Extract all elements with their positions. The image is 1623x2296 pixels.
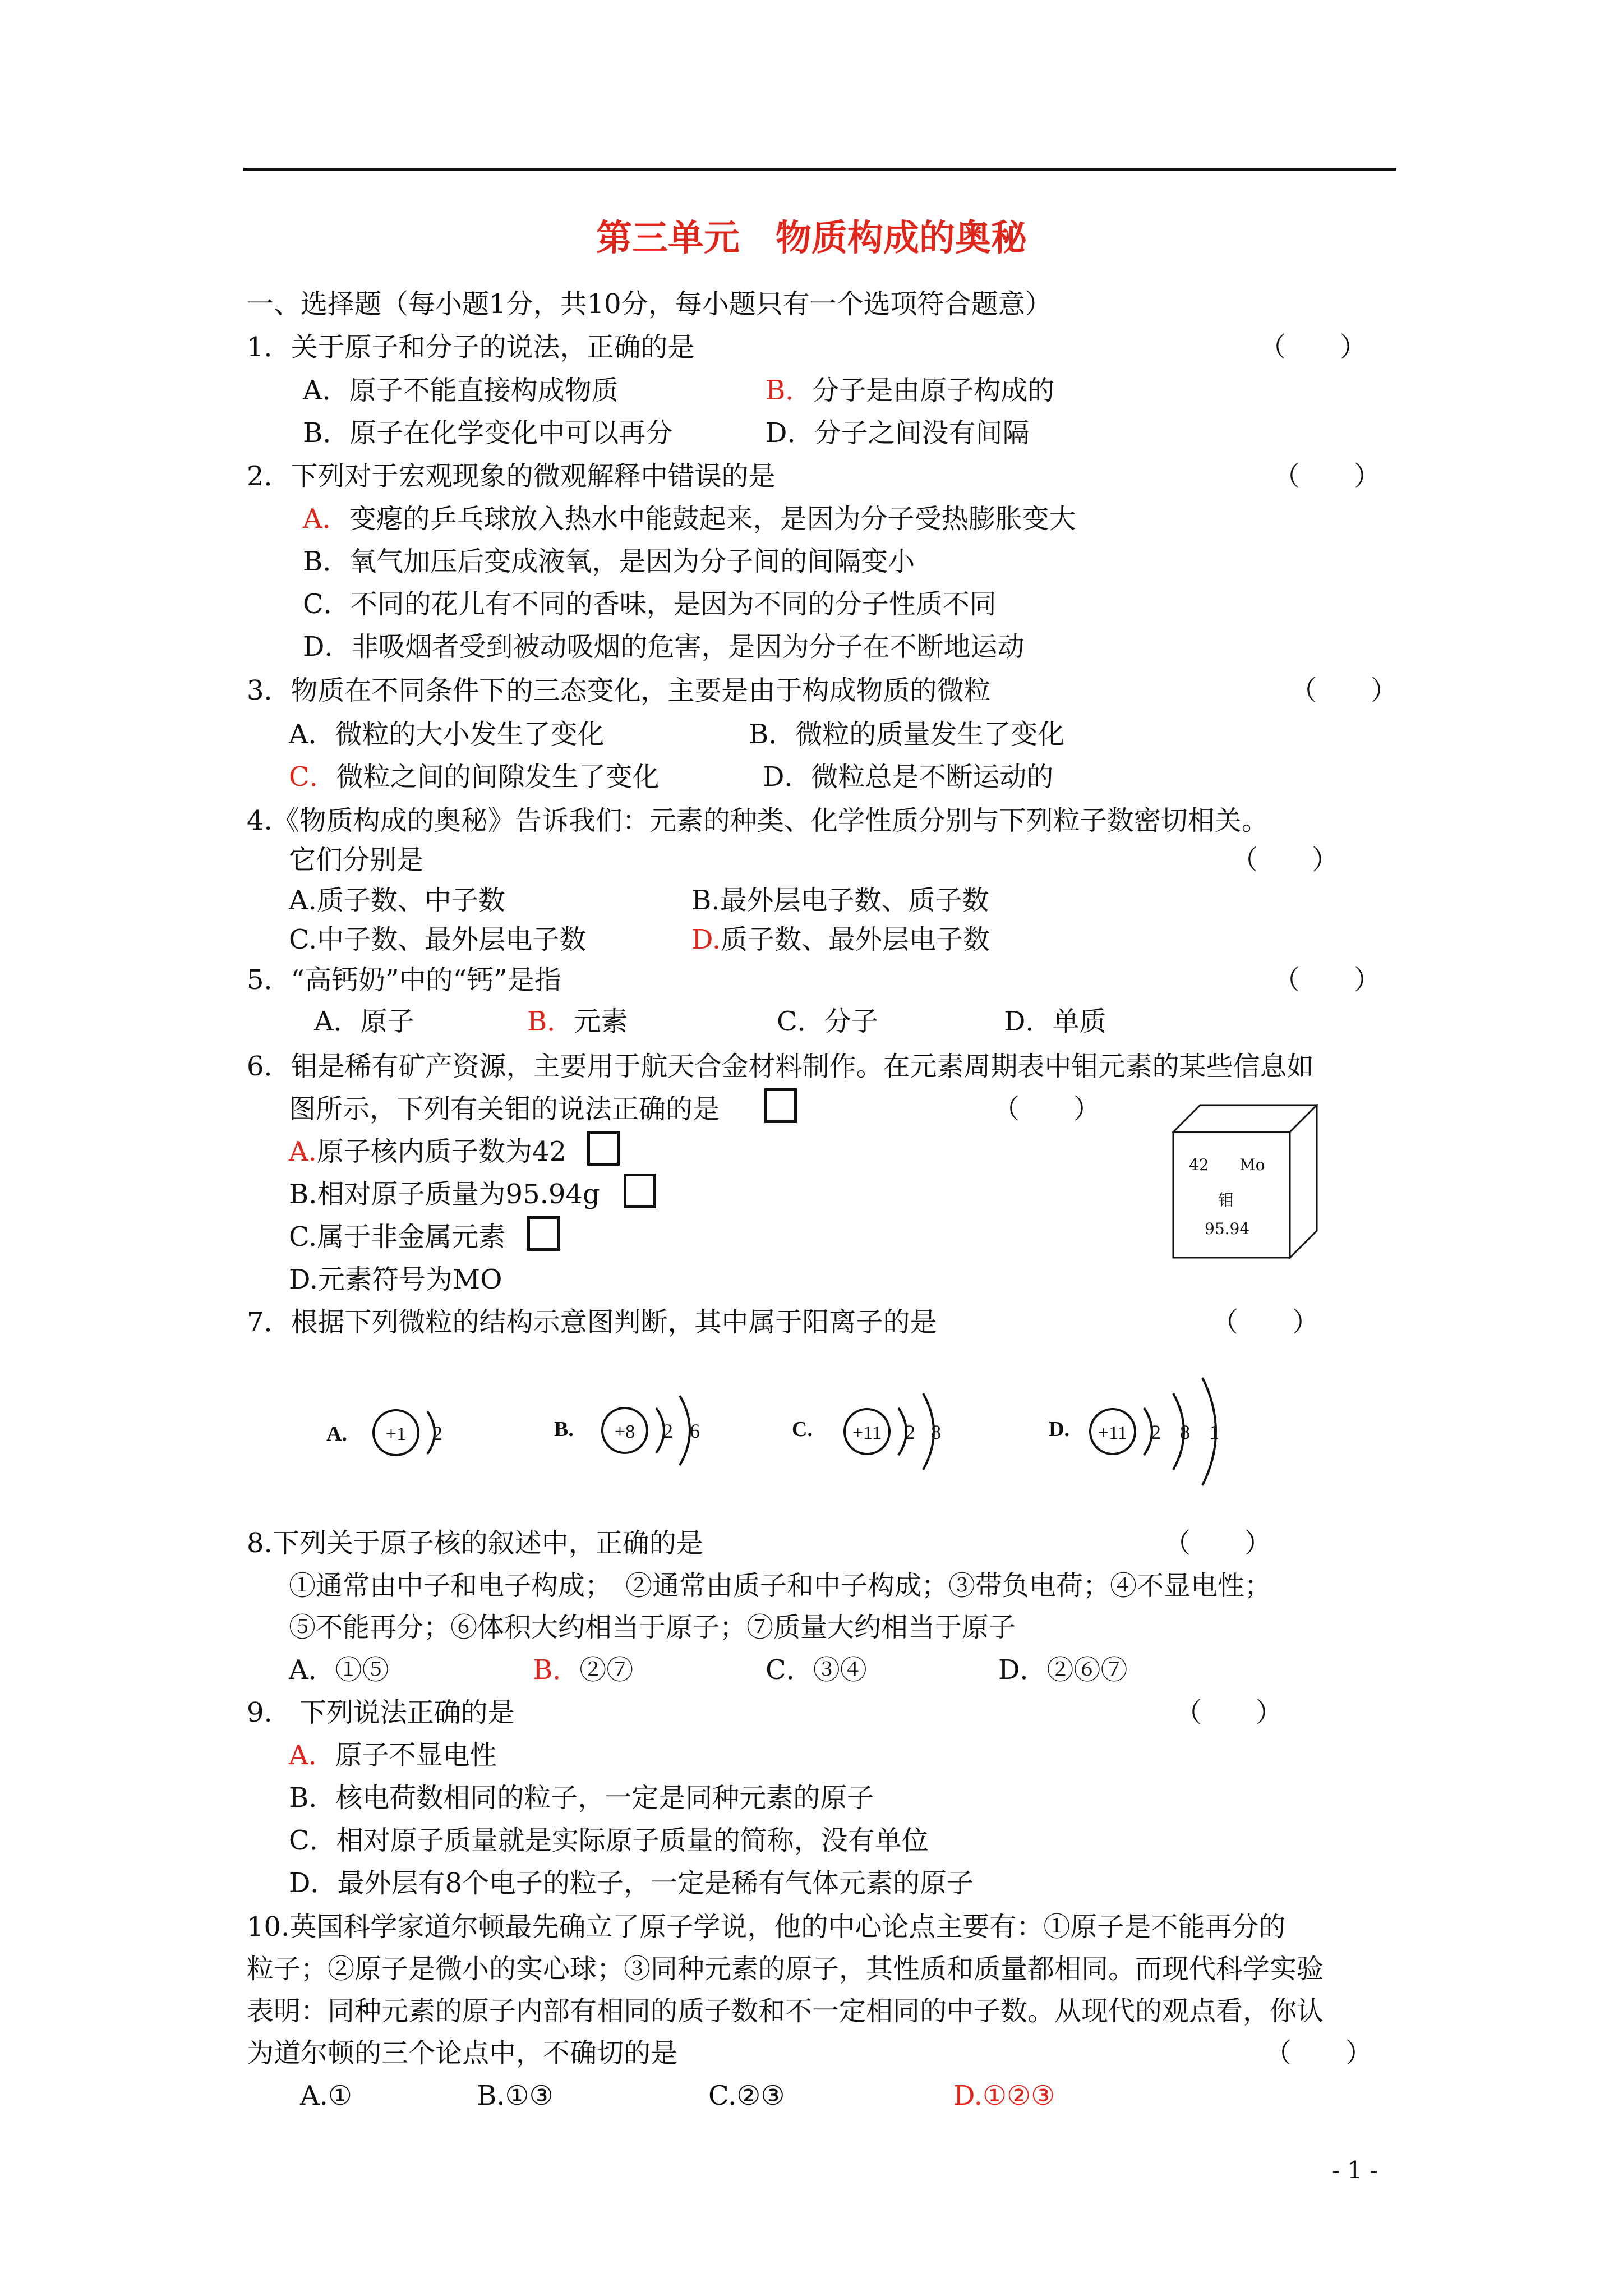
answer-paren: （ ） [1273,461,1381,492]
option: A.① [300,2080,352,2111]
option: B.相对原子质量为95.94g [289,1179,600,1210]
nucleus-charge: +11 [852,1423,882,1443]
question-10-stem-cont: 表明：同种元素的原子内部有相同的质子数和不一定相同的中子数。从现代的观点看，你认 [247,1995,1324,2027]
question-4-stem-cont: 它们分别是 [289,844,424,876]
shell-count: 2 [905,1421,915,1443]
diagram-label: A. [326,1422,347,1446]
nucleus-charge: +1 [385,1424,407,1444]
option-answer: D.①②③ [953,2080,1055,2111]
option: A.质子数、中子数 [289,885,505,916]
option-answer: A.原子核内质子数为42 [289,1136,567,1167]
answer-paren: （ ） [993,1093,1101,1125]
answer-paren: （ ） [1273,964,1381,996]
diagram-label: D. [1049,1418,1069,1441]
option: C.属于非金属元素 [289,1221,506,1253]
option: B．氧气加压后变成液氧，是因为分子间的间隔变小 [303,546,915,577]
atomic-number: 42 [1189,1156,1209,1174]
answer-paren: （ ） [1259,332,1367,363]
diagram-b [554,1396,700,1465]
option: B．原子在化学变化中可以再分 [303,417,673,449]
shell-count: 2 [432,1422,442,1444]
element-name: 钼 [1218,1191,1234,1209]
option: D．分子之间没有间隔 [766,417,1030,449]
option: D.元素符号为MO [289,1264,502,1295]
question-6-stem: 6．钼是稀有矿产资源，主要用于航天合金材料制作。在元素周期表中钼元素的某些信息如 [247,1051,1314,1082]
question-1-stem: 1．关于原子和分子的说法，正确的是 [247,332,695,363]
checkbox[interactable] [764,1088,797,1123]
question-10-stem-cont: 为道尔顿的三个论点中，不确切的是 [247,2037,678,2069]
option: D．微粒总是不断运动的 [763,761,1054,793]
shell-count: 2 [663,1420,673,1442]
option: D．②⑥⑦ [998,1654,1128,1686]
question-9-stem: 9. 下列说法正确的是 [247,1697,515,1728]
answer-paren: （ ） [1175,1697,1283,1728]
answer-paren: （ ） [1290,675,1398,706]
option: A．原子不能直接构成物质 [303,375,619,406]
checkbox[interactable] [587,1131,620,1166]
question-8-stem: 8.下列关于原子核的叙述中，正确的是 [247,1527,703,1559]
section-heading: 一、选择题（每小题1分，共10分，每小题只有一个选项符合题意） [247,288,1052,320]
atomic-structure-diagrams [303,1358,1290,1487]
diagram-a [326,1410,442,1455]
atomic-mass: 95.94 [1205,1220,1250,1238]
option-answer: C．微粒之间的间隙发生了变化 [289,761,660,793]
answer-paren: （ ） [1211,1306,1320,1338]
option-answer: B．②⑦ [533,1654,634,1686]
question-5-stem: 5．“高钙奶”中的“钙”是指 [247,964,561,996]
checkbox[interactable] [527,1216,560,1251]
option-answer: D.质子数、最外层电子数 [691,924,990,955]
option: A．原子 [314,1006,414,1037]
option: C．③④ [766,1654,867,1686]
diagram-d [1049,1378,1219,1485]
question-7-stem: 7．根据下列微粒的结构示意图判断，其中属于阳离子的是 [247,1306,937,1338]
diagram-label: C. [792,1418,813,1441]
shell-count: 2 [1151,1421,1161,1443]
question-8-statements-cont: ⑤不能再分；⑥体积大约相当于原子；⑦质量大约相当于原子 [289,1612,1016,1643]
option: B.最外层电子数、质子数 [691,885,989,916]
option: C．相对原子质量就是实际原子质量的简称，没有单位 [289,1825,929,1856]
header-rule [243,168,1396,171]
option: C.中子数、最外层电子数 [289,924,587,955]
option: C.②③ [708,2080,785,2111]
shell-count: 8 [1180,1421,1190,1443]
option: A．①⑤ [289,1654,389,1686]
option: D．非吸烟者受到被动吸烟的危害，是因为分子在不断地运动 [303,631,1025,662]
option: A．微粒的大小发生了变化 [289,719,605,750]
option-answer: A．原子不显电性 [289,1740,497,1771]
nucleus-charge: +11 [1098,1423,1127,1443]
option: D．最外层有8个电子的粒子，一定是稀有气体元素的原子 [289,1867,974,1899]
option: C．分子 [777,1006,878,1037]
element-symbol: Mo [1239,1156,1265,1174]
option-answer: B．元素 [527,1006,628,1037]
nucleus-charge: +8 [614,1421,635,1442]
diagram-c [792,1393,941,1470]
question-2-stem: 2．下列对于宏观现象的微观解释中错误的是 [247,461,776,492]
diagram-label: B. [554,1418,574,1441]
question-10-stem-cont: 粒子；②原子是微小的实心球；③同种元素的原子，其性质和质量都相同。而现代科学实验 [247,1953,1324,1985]
option: D．单质 [1004,1006,1106,1037]
option: B．微粒的质量发生了变化 [749,719,1065,750]
question-3-stem: 3．物质在不同条件下的三态变化，主要是由于构成物质的微粒 [247,675,991,706]
answer-paren: （ ） [1164,1527,1272,1559]
shell-count: 6 [690,1420,700,1442]
option: C．不同的花儿有不同的香味，是因为不同的分子性质不同 [303,588,997,620]
question-8-statements: ①通常由中子和电子构成； ②通常由质子和中子构成；③带负电荷；④不显电性； [289,1570,1272,1602]
option-answer: A．变瘪的乒乓球放入热水中能鼓起来，是因为分子受热膨胀变大 [303,503,1076,535]
option-answer: B．分子是由原子构成的 [766,375,1055,406]
option: B.①③ [477,2080,554,2111]
page-title: 第三单元 物质构成的奥秘 [596,217,1027,259]
checkbox[interactable] [624,1174,656,1208]
shell-count: 1 [1209,1421,1219,1443]
question-10-stem: 10.英国科学家道尔顿最先确立了原子学说，他的中心论点主要有：①原子是不能再分的 [247,1911,1286,1943]
shell-count: 8 [931,1421,941,1443]
answer-paren: （ ） [1231,844,1339,876]
question-4-stem: 4.《物质构成的奥秘》告诉我们：元素的种类、化学性质分别与下列粒子数密切相关。 [247,805,1269,836]
answer-paren: （ ） [1265,2037,1373,2069]
page-number: - 1 - [1332,2156,1378,2184]
option: B．核电荷数相同的粒子，一定是同种元素的原子 [289,1782,874,1814]
element-cell-figure [1172,1104,1318,1259]
question-6-stem-cont: 图所示，下列有关钼的说法正确的是 [289,1093,720,1125]
